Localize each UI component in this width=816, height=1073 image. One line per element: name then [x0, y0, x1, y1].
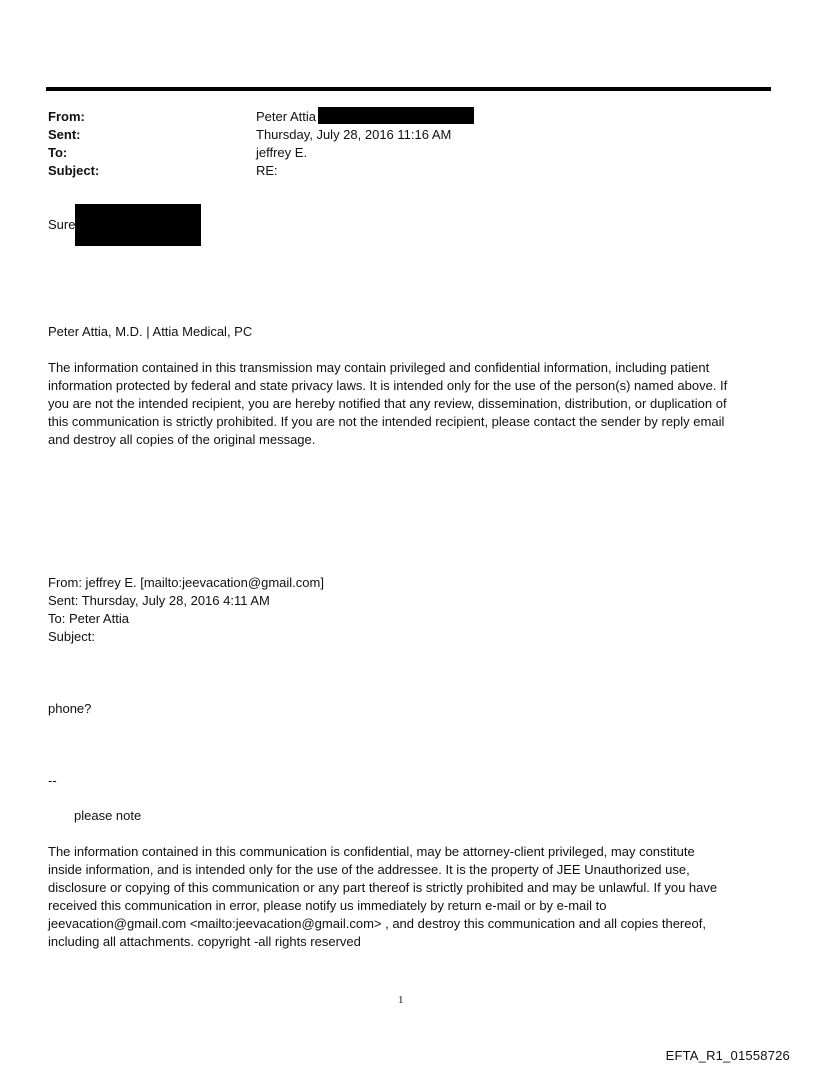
from-value: Peter Attia — [256, 109, 316, 124]
subject-value: RE: — [256, 163, 278, 178]
signature: Peter Attia, M.D. | Attia Medical, PC — [48, 324, 253, 339]
to-label: To: — [48, 145, 68, 160]
quoted-subject: Subject: — [48, 629, 95, 644]
to-value: jeffrey E. — [256, 145, 308, 160]
quoted-to: To: Peter Attia — [48, 611, 129, 626]
from-label: From: — [48, 109, 85, 124]
confidentiality-notice: The information contained in this communication is confidential, may be attorney-client privileged, may constitute inside information, and is intended only for the use of the addressee. It is the property of JEE Unauthorized use, disclosure or copying of this communication or any part thereof is strictly prohibited and may be unlawful. If you have received this communication in error, please notify us immediately by return e-mail or by e-mail to jeevacation@gmail.com <mailto:jeevacation@gmail.com> , and destroy this communication and all copies thereof, including all attachments. copyright -all rights reserved — [48, 844, 718, 949]
confidentiality-disclaimer: The information contained in this transmission may contain privileged and confidential information, including patient information protected by federal and state privacy laws. It is intended only for the use of the person(s) named above. If you are not the intended recipient, you are hereby notified that any review, dissemination, distribution, or duplication of this communication is strictly prohibited. If you are not the intended recipient, please contact the sender by reply email and destroy all copies of the original message. — [48, 360, 728, 447]
quoted-message: phone? — [48, 701, 92, 716]
reply-text: Sure — [48, 217, 76, 232]
sent-label: Sent: — [48, 127, 81, 142]
quoted-from: From: jeffrey E. [mailto:jeevacation@gmail.com] — [48, 575, 324, 590]
quoted-sent: Sent: Thursday, July 28, 2016 4:11 AM — [48, 593, 270, 608]
subject-label: Subject: — [48, 163, 100, 178]
bates-number: EFTA_R1_01558726 — [665, 1048, 790, 1063]
redaction-box — [75, 204, 201, 246]
page-number: 1 — [398, 994, 404, 1006]
redaction-box — [318, 107, 474, 124]
header-rule — [46, 87, 771, 91]
signature-separator: -- — [48, 773, 57, 788]
sent-value: Thursday, July 28, 2016 11:16 AM — [256, 127, 452, 142]
please-note: please note — [74, 808, 142, 823]
